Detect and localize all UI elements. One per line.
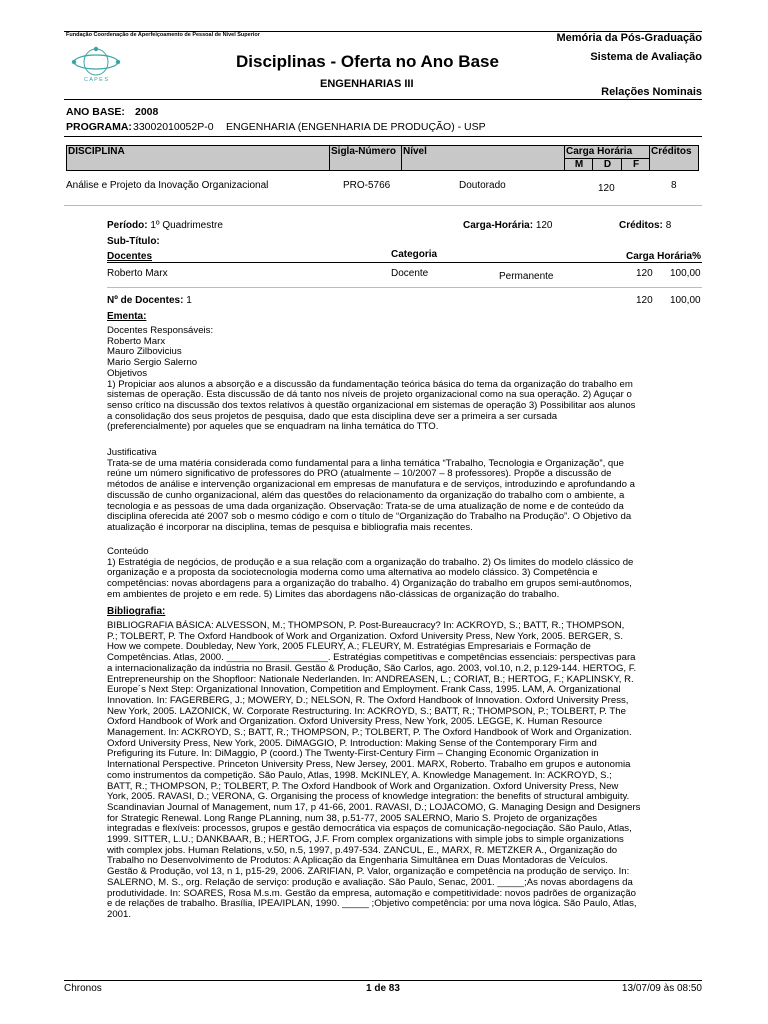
col-creditos: Créditos xyxy=(649,145,699,171)
programa-name: ENGENHARIA (ENGENHARIA DE PRODUÇÃO) - USP xyxy=(226,121,486,133)
bibliografia-line: Innovation. In: FAGERBERG, J.; MOWERY, D.; NELSON, R. The Oxford Handbook of Innovation. Oxford University Press, xyxy=(107,694,629,706)
ementa-line: Mauro Zilbovicius xyxy=(107,346,182,358)
carga-horaria xyxy=(463,220,553,231)
bibliografia-line: Competências. Atlas, 2000. ___________________. Estratégias competitivas e competências essenciais: perspectivas para xyxy=(107,652,636,664)
bibliografia-line: How we compete. Doubleday, New York, 2005 FLEURY, A.; FLEURY, M. Estratégias Empresariais e Formação de xyxy=(107,641,591,653)
bibliografia-line: International Perspective. Princeton University Press, New Jersey, 2001. MARX, Roberto. Trabalho em grupos e autonomia xyxy=(107,759,631,771)
course-carga: 120 xyxy=(598,183,615,194)
periodo xyxy=(107,220,223,231)
course-name: Análise e Projeto da Inovação Organizacional xyxy=(66,180,269,191)
page-subtitle: ENGENHARIAS III xyxy=(320,78,414,90)
ementa-line: Mario Sergio Salerno xyxy=(107,357,198,369)
ementa-line: senso crítico na discussão dos textos relativos à questão organizacional em sistemas de operação 3) Possibilitar aos alunos xyxy=(107,399,636,411)
bibliografia-line: produtividade. In: SOARES, Rosa M.s.m. Gestão da empresa, automação e competitividade: novos padrões de organização xyxy=(107,887,637,899)
ementa-label: Ementa: xyxy=(107,311,147,322)
ementa-line: Docentes Responsáveis: xyxy=(107,325,214,336)
justificativa-line: tecnologia e as pessoas de uma dada organização. Observação: Trata-se de uma atualização de nome e de conteúdo da xyxy=(107,500,624,512)
carga-label: Carga-Horária: xyxy=(463,220,534,231)
course-sigla: PRO-5766 xyxy=(343,180,391,191)
conteudo-text xyxy=(107,547,633,601)
ano-base-label: ANO BASE: xyxy=(66,106,125,118)
justificativa-text xyxy=(107,448,635,534)
col-f: F xyxy=(621,158,650,171)
num-docentes xyxy=(107,295,192,306)
justificativa-line: discussão de cunho organizacional, além das questões do relacionamento da organização do trabalho com o ambiente, a xyxy=(107,489,625,501)
docente-name: Roberto Marx xyxy=(107,268,168,279)
bibliografia-line: Management. In: ACKROYD, S.; BATT, R.; THOMPSON, P.; TOLBERT, P. The Oxford Handbook of Work and Organization. xyxy=(107,727,632,739)
bibliografia-label: Bibliografia: xyxy=(107,606,166,617)
conteudo-line: em ambientes de projeto e em rede. 5) Limites das abordagens não-clássicas de organização do trabalho. xyxy=(107,588,560,600)
footer-left: Chronos xyxy=(64,983,102,994)
footer-timestamp: 13/07/09 às 08:50 xyxy=(621,983,702,994)
conteudo-line: organização e a proposta da sociotecnologia moderna como uma alternativa ao modelo clássico. 3) Competência e xyxy=(107,567,598,579)
docente-pct: 100,00 xyxy=(670,268,701,279)
bibliografia-line: BIBLIOGRAFIA BÁSICA: ALVESSON, M.; THOMPSON, P. Post-Bureaucracy? In: ACKROYD, S.; BATT, R.; THOMPSON, xyxy=(107,620,625,631)
col-carga: Carga Horária xyxy=(564,145,650,159)
bibliografia-text xyxy=(107,621,640,921)
programa-label: PROGRAMA: xyxy=(66,121,132,133)
capes-logo-text: C A P E S xyxy=(84,77,109,83)
col-nivel: Nível xyxy=(401,145,565,171)
justificativa-line: atualização é incorporar na disciplina, temas de pesquisa e bibliografia mais recentes. xyxy=(107,521,473,533)
num-docentes-value: 1 xyxy=(186,295,192,306)
periodo-value: 1º Quadrimestre xyxy=(150,220,223,231)
carga-pct-label: Carga Horária% xyxy=(625,251,701,262)
docentes-label: Docentes xyxy=(107,251,153,262)
bibliografia-line: Prefiguring its Future. In: DiMaggio, P (coord.) The Twenty-First-Century Firm – Changing Economic Organization in xyxy=(107,748,599,760)
header-memoria: Memória da Pós-Graduação xyxy=(556,32,702,44)
bibliografia-line: Europe´s Next Step: Organizational Innovation, Competition and Employment. Frank Cass, 1995. LAM, A. Organizational xyxy=(107,684,621,696)
creditos-label: Créditos: xyxy=(619,220,663,231)
col-sigla: Sigla-Número xyxy=(329,145,402,171)
justificativa-line: reúne um número significativo de professores do PRO (atualmente – 10/2007 – 8 professores). Propõe a discussão de xyxy=(107,468,612,480)
bibliografia-line: New York, 2005. LAZONICK, W. Corporate Restructuring. In: ACKROYD, S.; BATT, R.; THOMPSON, P.; TOLBERT, P. The xyxy=(107,705,626,717)
docente-rule xyxy=(107,287,702,288)
ementa-text xyxy=(107,326,635,433)
justificativa-line: métodos de análise e intervenção organizacional em empresas de manufatura e de serviços, introduzindo e aprofundando a xyxy=(107,479,635,491)
bibliografia-line: 2001. xyxy=(107,908,132,920)
bibliografia-line: como instrumentos da competição. São Paulo, Atlas, 1998. McKINLEY, A. Knowledge Management. In: ACKROYD, S.; xyxy=(107,769,612,781)
docentes-rule xyxy=(107,262,702,263)
bibliografia-line: 1999. SITTER, L.U.; DANKBAAR, B.; HERTOG, J.F. From complex organizations with simple jobs to simple organizations xyxy=(107,834,624,846)
conteudo-line: Conteúdo xyxy=(107,546,149,557)
bibliografia-line: Entrepreneurship on the Shopfloor: Nationale Nederlanden. In: ANDREASEN, L.; CORIAT, B.; HERTOG, F.; KAPLINSKY, R. xyxy=(107,673,634,685)
docente-status: Permanente xyxy=(499,271,554,282)
ementa-line: (preferencialmente) por aqueles que se enquadram na linha temática do TTO. xyxy=(107,421,439,433)
row-rule xyxy=(64,205,702,206)
footer-rule xyxy=(64,980,702,981)
ementa-line: a consolidação dos seus projetos de pesquisa, dado que esta disciplina deve ser a primeira a ser cursada xyxy=(107,410,558,422)
docente-categoria: Docente xyxy=(391,268,429,279)
bibliografia-line: e de relações de trabalho. Brasília, IPEA/IPLAN, 1990. _____ ;Objetivo competência: por uma nova lógica. São Paulo, Atlas, xyxy=(107,898,637,910)
creditos-value: 8 xyxy=(665,220,672,231)
bibliografia-line: York, 2005. RAVASI, D.; VERONA, G. Organising the process of knowledge integration: the benefits of structural ambiguity. xyxy=(107,791,630,803)
bibliografia-line: for Strategic Renewal. Long Range PLanning, num 38, p.51-77, 2005 SALERNO, Mario S. Projeto de organizações xyxy=(107,812,598,824)
bibliografia-line: SALERNO, M. S., org. Relação de serviço: produção e avaliação. São Paulo, Senac, 2001. _____;As novas abordagens da xyxy=(107,876,633,888)
bibliografia-line: a internacionalização da indústria no Brasil. Gestão & Produção, São Carlos, ago. 2003, vol.10, n.2, p.129-144. HERTOG, F. xyxy=(107,662,637,674)
justificativa-line: disciplina oferecida até 2007 sob o mesmo código e com o título de “Organização do Trabalho na Produção”. O Objetivo da xyxy=(107,511,632,523)
page-title: Disciplinas - Oferta no Ano Base xyxy=(236,52,499,71)
institution-name: Fundação Coordenação de Aperfeiçoamento de Pessoal de Nível Superior xyxy=(66,32,260,38)
header-sistema: Sistema de Avaliação xyxy=(590,51,702,63)
header-rule xyxy=(64,99,702,100)
num-docentes-label: Nº de Docentes: xyxy=(107,295,184,306)
bibliografia-line: Trabalho no Desenvolvimento de Produtos: A Aplicação da Engenharia Simultânea em Duas Montadoras de Veículos. xyxy=(107,855,608,867)
col-disciplina: DISCIPLINA xyxy=(66,145,330,171)
conteudo-line: competências: novas abordagens para a organização do trabalho. 4) Organização do trabalho em grupos semi-autônomos, xyxy=(107,578,632,590)
justificativa-line: Trata-se de uma matéria considerada como fundamental para a linha temática “Trabalho, Tecnologia e Organização”, que xyxy=(107,457,624,469)
bibliografia-line: BATT, R.; THOMPSON, P.; TOLBERT, P. The Oxford Handbook of Work and Organization. Oxford University Press, New xyxy=(107,780,619,792)
bibliografia-line: integradas e flexíveis: processos, grupos e gestão democrática via espaços de comunicação-negociação. São Paulo, Atlas, xyxy=(107,823,632,835)
ementa-line: sistemas de operação. Esta discussão de dá tanto nos níveis de projeto organizacional como na sua operação. 2) Aguçar o xyxy=(107,389,632,401)
col-d: D xyxy=(592,158,622,171)
ementa-line: 1) Propiciar aos alunos a absorção e a discussão da fundamentação teórica básica do tema da organização do trabalho em xyxy=(107,378,633,390)
categoria-label: Categoria xyxy=(391,249,438,260)
periodo-label: Período: xyxy=(107,220,148,231)
total-carga: 120 xyxy=(636,295,653,306)
header-relacoes: Relações Nominais xyxy=(601,86,702,98)
ano-base-value: 2008 xyxy=(135,106,159,118)
carga-value: 120 xyxy=(535,220,553,231)
conteudo-line: 1) Estratégia de negócios, de produção e a sua relação com a organização do trabalho. 2) Os limites do modelo clássico de xyxy=(107,556,634,568)
course-creditos: 8 xyxy=(671,180,677,191)
col-m: M xyxy=(564,158,593,171)
programa-code: 33002010052P-0 xyxy=(133,121,214,133)
justificativa-line: Justificativa xyxy=(107,447,157,458)
bibliografia-line: P.; TOLBERT, P. The Oxford Handbook of Work and Organization. Oxford University Press, New York, 2005. BERGER, S. xyxy=(107,630,623,642)
bibliografia-line: Gestão & Produção, vol 13, n 1, p15-29, 2006. ZARIFIAN, P. Valor, organização e competência na produção de serviço. In: xyxy=(107,866,630,878)
total-pct: 100,00 xyxy=(670,295,701,306)
bibliografia-line: Oxford University Press, New York, 2005. DiMAGGIO, P. Introduction: Making Sense of the Contemporary Firm and xyxy=(107,737,597,749)
bibliografia-line: Scandinavian Journal of Management, num 17, p 41-66, 2001. RAVASI, D.; LOJACOMO, G. Managing Design and Designers xyxy=(107,801,641,813)
creditos xyxy=(619,220,671,231)
page-number: 1 de 83 xyxy=(366,983,400,994)
ementa-line: Objetivos xyxy=(107,367,147,379)
bibliografia-line: Oxford Handbook of Work and Organization. Oxford University Press, New York, 2005. LEGGE, K. Human Resource xyxy=(107,716,603,728)
subtitulo-label: Sub-Título: xyxy=(107,236,160,247)
bibliografia-line: with complex jobs. Human Relations, v.50, n.5, 1997, p.497-534. ZANCUL, E., MARX, R. METZKER A., Organização do xyxy=(107,844,618,856)
course-nivel: Doutorado xyxy=(459,180,506,191)
docente-carga: 120 xyxy=(636,268,653,279)
program-rule xyxy=(64,136,702,137)
ementa-line: Roberto Marx xyxy=(107,335,166,347)
